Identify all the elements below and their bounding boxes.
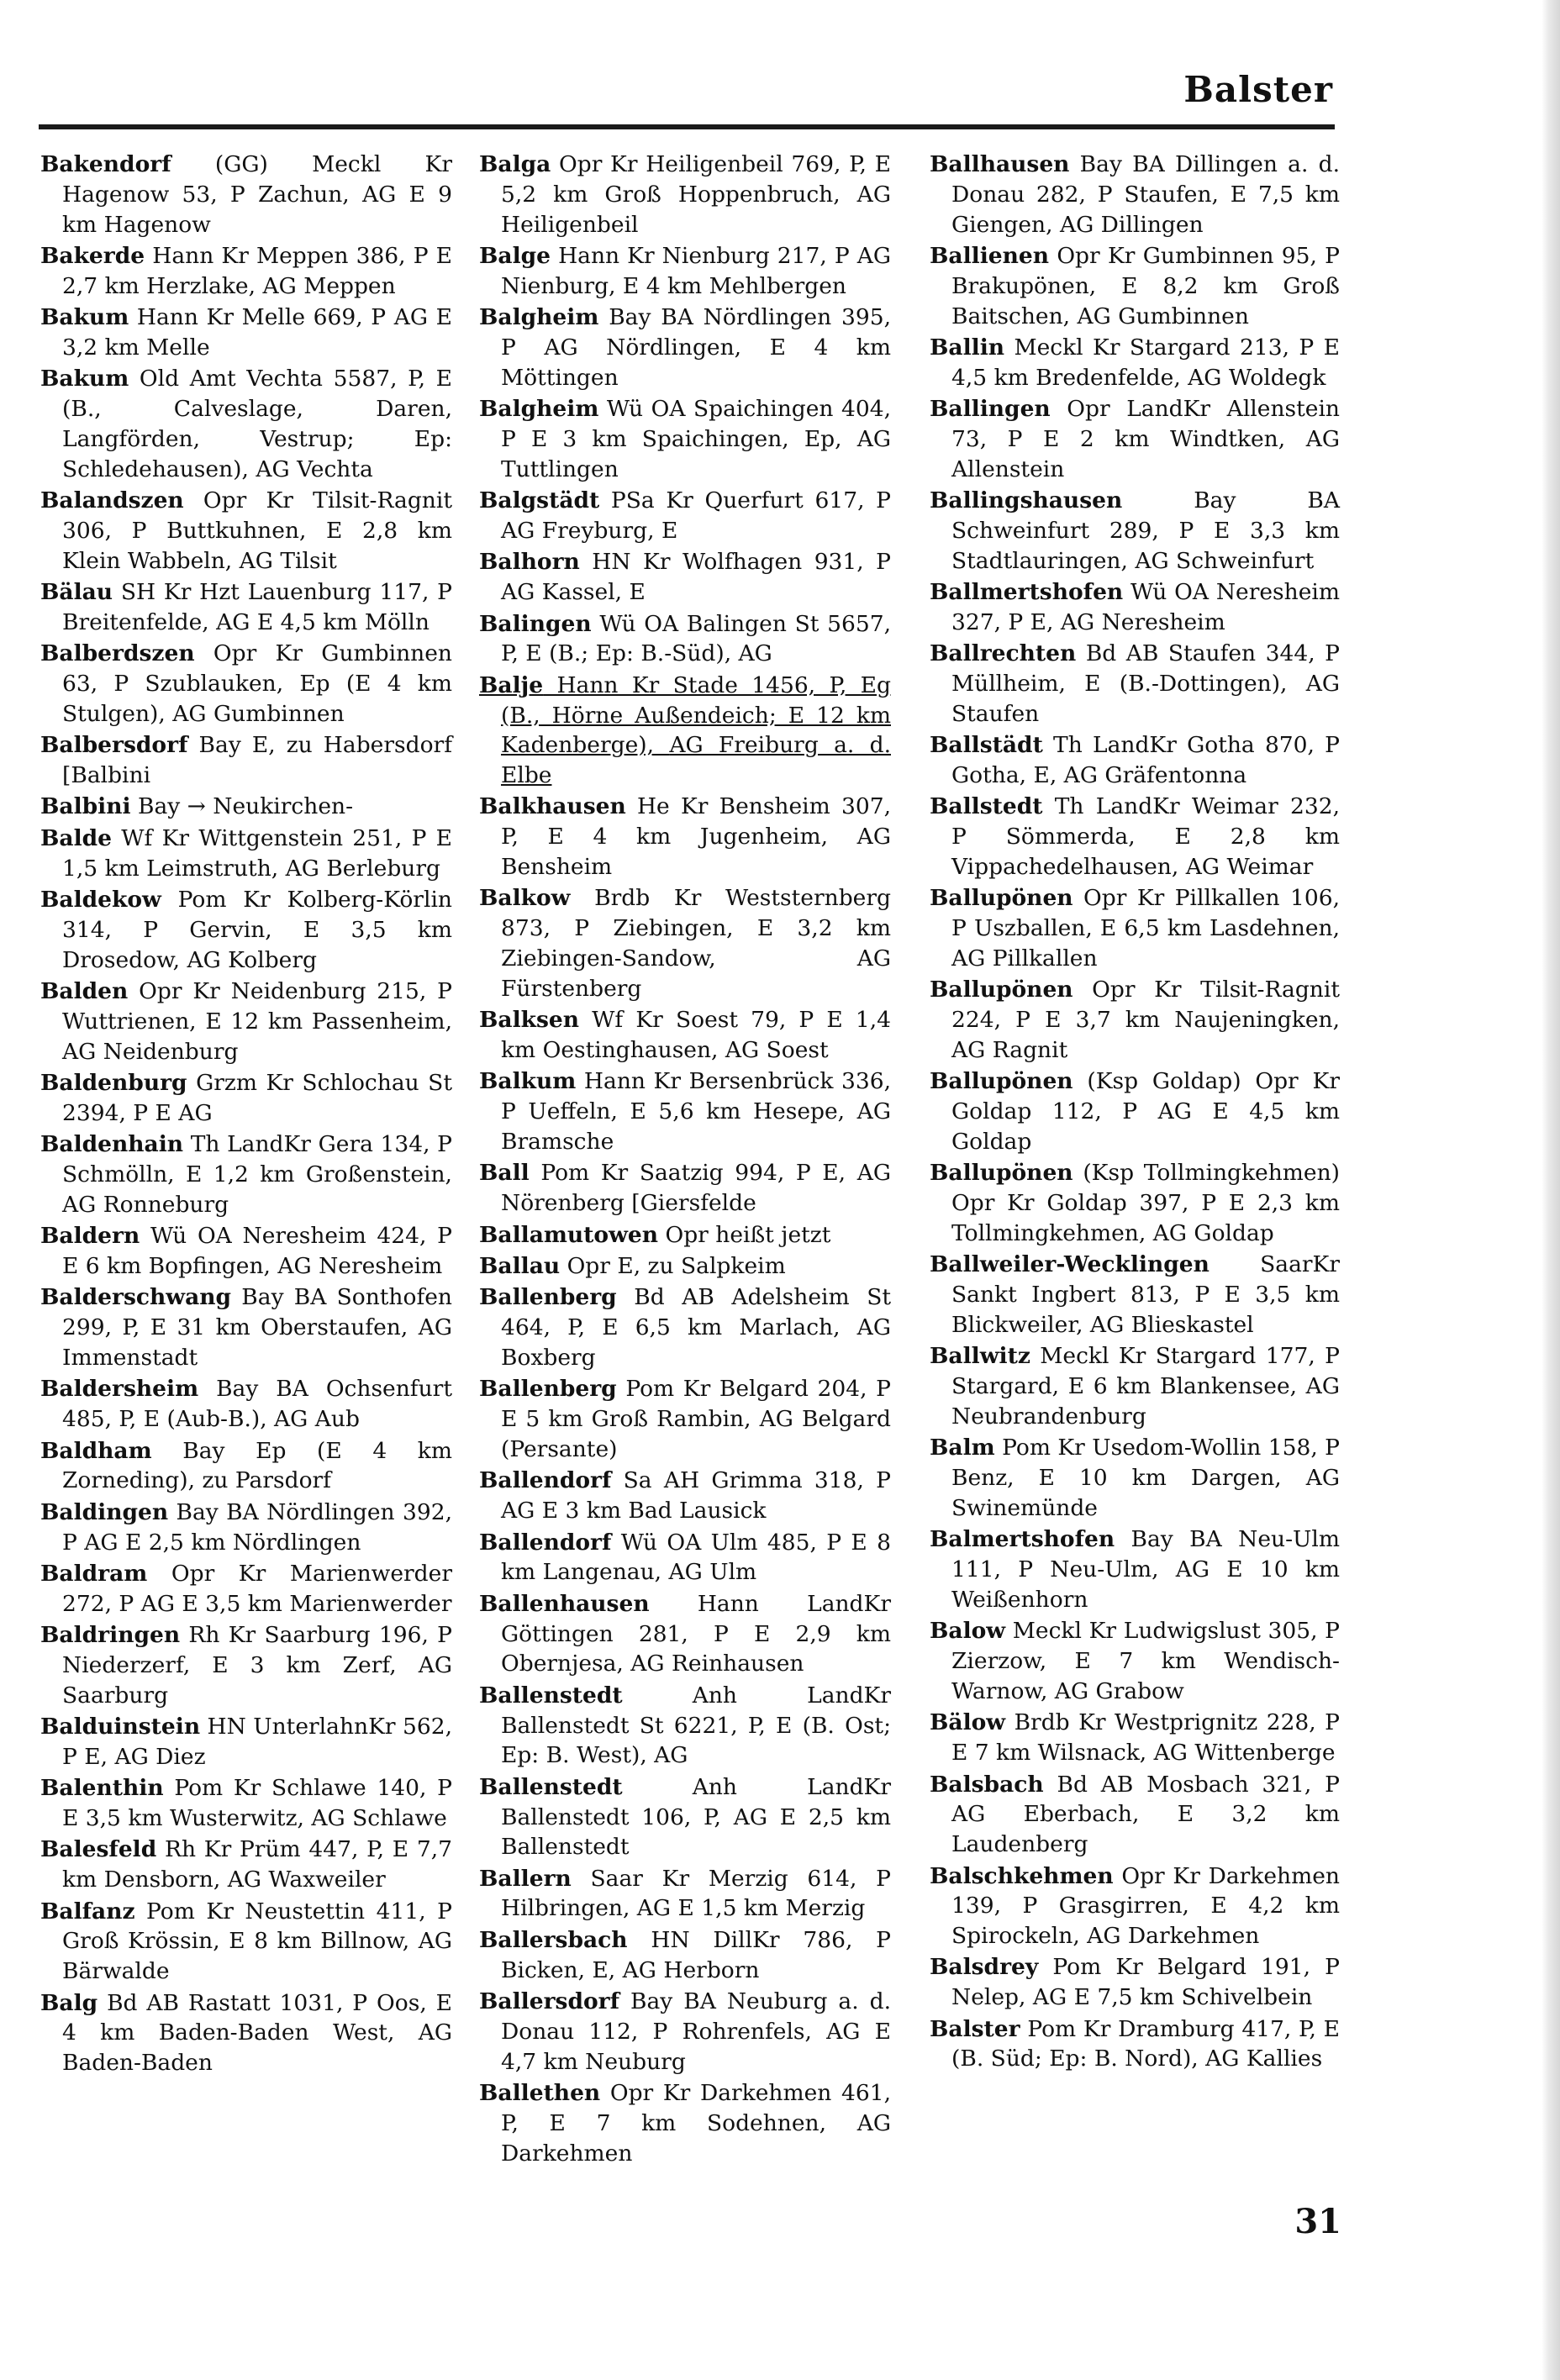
entry-headword: Baldringen — [40, 1622, 181, 1649]
column-3 — [930, 150, 1340, 2076]
gazetteer-entry — [479, 1925, 891, 1986]
entry-text: Bay BA Nördlingen 395, P AG Nördlingen, E 4 km Möttingen — [501, 304, 891, 391]
entry-text: Th LandKr Gera 134, P Schmölln, E 1,2 km Großenstein, AG Ronneburg — [62, 1131, 452, 1218]
entry-headword: Balden — [40, 978, 129, 1005]
entry-text: Bd AB Mosbach 321, P AG Eberbach, E 3,2 km Laudenberg — [951, 1771, 1340, 1858]
gazetteer-entry — [479, 1528, 891, 1588]
entry-headword: Ballau — [479, 1253, 561, 1279]
entry-headword: Ballhausen — [930, 151, 1070, 177]
entry-headword: Ballienen — [930, 242, 1050, 269]
gazetteer-entry — [40, 1068, 452, 1129]
gazetteer-entry — [40, 1129, 452, 1219]
entry-text: HN DillKr 786, P Bicken, E, AG Herborn — [501, 1926, 891, 1983]
entry-text: Opr Kr Darkehmen 139, P Grasgirren, E 4,2 km Spirockeln, AG Darkehmen — [951, 1862, 1340, 1950]
entry-text: Meckl Kr Stargard 177, P Stargard, E 6 km Blankensee, AG Neubrandenburg — [951, 1343, 1340, 1430]
gazetteer-entry — [930, 1861, 1340, 1951]
entry-headword: Ballin — [930, 334, 1005, 361]
entry-headword: Ballern — [479, 1865, 572, 1892]
entry-text: Wü OA Balingen St 5657, P, E (B.; Ep: B.-Süd), AG — [501, 610, 891, 667]
gazetteer-entry — [479, 1864, 891, 1925]
entry-text: Grzm Kr Schlochau St 2394, P E AG — [62, 1070, 452, 1126]
entry-text: (Ksp Goldap) Opr Kr Goldap 112, P AG E 4,5 km Goldap — [951, 1068, 1340, 1156]
header-rule — [39, 124, 1335, 129]
entry-headword: Balge — [479, 242, 551, 269]
entry-text: Bay E, zu Habersdorf [Balbini — [62, 732, 452, 789]
entry-text: Hann Kr Meppen 386, P E 2,7 km Herzlake, AG Meppen — [62, 242, 452, 299]
entry-headword: Ballersdorf — [479, 1988, 620, 2015]
entry-headword: Baldekow — [40, 887, 161, 914]
gazetteer-entry — [40, 639, 452, 729]
gazetteer-entry — [930, 1341, 1340, 1431]
gazetteer-entry — [40, 1988, 452, 2078]
entry-text: Meckl Kr Stargard 213, P E 4,5 km Bredenfelde, AG Woldegk — [951, 334, 1340, 391]
gazetteer-entry — [479, 883, 891, 1003]
entry-text: Pom Kr Neustettin 411, P Groß Krössin, E 8 km Billnow, AG Bärwalde — [62, 1898, 452, 1985]
gazetteer-entry — [40, 577, 452, 638]
gazetteer-entry — [40, 1897, 452, 1987]
gazetteer-entry — [479, 1772, 891, 1862]
gazetteer-entry — [930, 486, 1340, 576]
entry-headword: Balg — [40, 1989, 98, 2016]
entry-headword: Ballrechten — [930, 640, 1077, 667]
entry-text: Bay BA Schweinfurt 289, P E 3,3 km Stadtlauringen, AG Schweinfurt — [951, 487, 1340, 574]
column-1 — [40, 150, 452, 2080]
running-head: Balster — [1183, 69, 1333, 110]
entry-text: Rh Kr Saarburg 196, P Niederzerf, E 3 km Zerf, AG Saarburg — [62, 1622, 452, 1709]
gazetteer-entry — [930, 394, 1340, 484]
gazetteer-entry — [40, 1835, 452, 1895]
gazetteer-entry — [40, 792, 452, 822]
entry-headword: Ballupönen — [930, 885, 1073, 912]
entry-headword: Ballendorf — [479, 1529, 612, 1556]
entry-headword: Ballmertshofen — [930, 579, 1124, 606]
entry-headword: Baldenhain — [40, 1131, 184, 1158]
entry-text: Pom Kr Belgard 204, P E 5 km Groß Rambin, AG Belgard (Persante) — [501, 1376, 891, 1462]
entry-text: Sa AH Grimma 318, P AG E 3 km Bad Lausick — [501, 1467, 891, 1524]
gazetteer-entry — [930, 1952, 1340, 2013]
entry-headword: Ballenstedt — [479, 1682, 623, 1709]
entry-text: Bd AB Staufen 344, P Müllheim, E (B.-Dottingen), AG Staufen — [951, 640, 1340, 727]
entry-text: Bd AB Adelsheim St 464, P, E 6,5 km Marlach, AG Boxberg — [501, 1284, 891, 1371]
gazetteer-entry — [40, 486, 452, 576]
entry-text: Pom Kr Usedom-Wollin 158, P Benz, E 10 km Dargen, AG Swinemünde — [951, 1435, 1340, 1521]
gazetteer-entry — [930, 1616, 1340, 1706]
entry-text: Anh LandKr Ballenstedt 106, P, AG E 2,5 km Ballenstedt — [501, 1773, 891, 1861]
gazetteer-entry — [40, 303, 452, 363]
entry-headword: Ballupönen — [930, 1160, 1073, 1187]
entry-headword: Balkow — [479, 885, 571, 912]
gazetteer-entry — [479, 1251, 891, 1282]
gazetteer-entry — [930, 150, 1340, 240]
entry-text: SH Kr Hzt Lauenburg 117, P Breitenfelde, AG E 4,5 km Mölln — [62, 579, 452, 635]
gazetteer-entry — [40, 730, 452, 791]
entry-text: PSa Kr Querfurt 617, P AG Freyburg, E — [501, 487, 891, 544]
gazetteer-entry — [930, 333, 1340, 393]
entry-headword: Ballenberg — [479, 1284, 617, 1311]
gazetteer-entry — [930, 792, 1340, 882]
entry-headword: Balga — [479, 151, 551, 177]
entry-headword: Balschkehmen — [930, 1862, 1114, 1889]
entry-text: SaarKr Sankt Ingbert 813, P E 3,5 km Blickweiler, AG Blieskastel — [951, 1251, 1340, 1338]
entry-text: Bd AB Rastatt 1031, P Oos, E 4 km Baden-Baden West, AG Baden-Baden — [62, 1989, 452, 2077]
gazetteer-entry — [40, 241, 452, 302]
gazetteer-entry — [40, 1436, 452, 1497]
entry-headword: Baldham — [40, 1437, 152, 1464]
entry-headword: Balingen — [479, 610, 592, 637]
entry-text: Bay BA Neu-Ulm 111, P Neu-Ulm, AG E 10 km Weißenhorn — [951, 1526, 1340, 1613]
entry-headword: Balberdszen — [40, 640, 195, 667]
entry-headword: Bälow — [930, 1709, 1006, 1736]
entry-headword: Bälau — [40, 579, 113, 606]
entry-text: Opr Kr Tilsit-Ragnit 224, P E 3,7 km Naujeningken, AG Ragnit — [951, 977, 1340, 1064]
gazetteer-entry — [930, 975, 1340, 1065]
entry-text: Bay BA Nördlingen 392, P AG E 2,5 km Nördlingen — [62, 1498, 452, 1556]
entry-headword: Balgheim — [479, 304, 599, 331]
entry-text: Hann Kr Stade 1456, P, Eg (B., Hörne Außendeich; E 12 km Kadenberge), — [501, 671, 891, 759]
entry-text: Wü OA Neresheim 327, P E, AG Neresheim — [951, 579, 1340, 635]
gazetteer-entry — [479, 241, 891, 302]
gazetteer-entry — [40, 1559, 452, 1619]
gazetteer-entry — [479, 792, 891, 882]
entry-headword: Balandszen — [40, 487, 184, 514]
entry-text: Opr Kr Gumbinnen 95, P Brakupönen, E 8,2 km Groß Baitschen, AG Gumbinnen — [951, 242, 1340, 329]
entry-headword: Balkum — [479, 1068, 577, 1095]
entry-text: Th LandKr Weimar 232, P Sömmerda, E 2,8 km Vippachedelhausen, AG Weimar — [951, 793, 1340, 881]
entry-text: Th LandKr Gotha 870, P Gotha, E, AG Gräfentonna — [951, 732, 1340, 789]
entry-headword: Ballamutowen — [479, 1221, 659, 1248]
entry-text: Hann LandKr Göttingen 281, P E 2,9 km Obernjesa, AG Reinhausen — [501, 1590, 891, 1677]
entry-headword: Balduinstein — [40, 1714, 201, 1740]
entry-text: Opr LandKr Allenstein 73, P E 2 km Windtken, AG Allenstein — [951, 396, 1340, 482]
gazetteer-entry — [40, 885, 452, 975]
gazetteer-entry — [930, 577, 1340, 638]
entry-headword: Ballupönen — [930, 1068, 1073, 1095]
gazetteer-entry — [479, 1374, 891, 1464]
gazetteer-entry — [479, 1681, 891, 1771]
entry-text: Pom Kr Belgard 191, P Nelep, AG E 7,5 km Schivelbein — [951, 1954, 1340, 2011]
entry-text: Wü OA Spaichingen 404, P E 3 km Spaichingen, Ep, AG Tuttlingen — [501, 396, 891, 482]
entry-text: Wü OA Neresheim 424, P E 6 km Bopfingen, AG Neresheim — [62, 1223, 452, 1279]
entry-headword: Balesfeld — [40, 1836, 157, 1863]
gazetteer-entry — [479, 1005, 891, 1066]
entry-headword: Ballingen — [930, 396, 1051, 423]
entry-headword: Balgheim — [479, 396, 599, 423]
entry-headword: Balkhausen — [479, 793, 626, 820]
entry-headword: Ballweiler-Wecklingen — [930, 1251, 1210, 1278]
entry-headword: Balhorn — [479, 549, 580, 576]
gazetteer-entry — [479, 671, 891, 791]
entry-headword: Ballenstedt — [479, 1773, 623, 1800]
gazetteer-entry — [930, 1708, 1340, 1768]
entry-text: Hann Kr Melle 669, P AG E 3,2 km Melle — [62, 304, 452, 361]
entry-headword: Ballethen — [479, 2080, 601, 2107]
entry-headword: Ballenhausen — [479, 1590, 650, 1617]
entry-headword: Ballendorf — [479, 1467, 612, 1494]
entry-text: Wf Kr Soest 79, P E 1,4 km Oestinghausen, AG Soest — [501, 1007, 891, 1064]
entry-headword: Baldingen — [40, 1498, 169, 1525]
gazetteer-entry — [40, 364, 452, 484]
entry-text: Brdb Kr Weststernberg 873, P Ziebingen, E 3,2 km Ziebingen-Sandow, AG Fürstenberg — [501, 885, 891, 1002]
gazetteer-entry — [930, 1433, 1340, 1523]
entry-text: Anh LandKr Ballenstedt St 6221, P, E (B. Ost; Ep: B. West), AG — [501, 1682, 891, 1769]
entry-headword: Balsdrey — [930, 1954, 1039, 1981]
entry-headword: Baldersheim — [40, 1376, 199, 1403]
entry-text: Wü OA Ulm 485, P E 8 km Langenau, AG Ulm — [501, 1529, 891, 1586]
gazetteer-entry — [40, 1221, 452, 1282]
entry-text: Bay BA Sonthofen 299, P, E 31 km Oberstaufen, AG Immenstadt — [62, 1284, 452, 1371]
gazetteer-entry — [479, 547, 891, 608]
entry-text: Pom Kr Kolberg-Körlin 314, P Gervin, E 3,5 km Drosedow, AG Kolberg — [62, 887, 452, 973]
gazetteer-entry — [479, 609, 891, 670]
gazetteer-entry — [930, 730, 1340, 791]
gazetteer-entry — [479, 1220, 891, 1251]
entry-text: Bay Ep (E 4 km Zorneding), zu Parsdorf — [62, 1437, 452, 1494]
entry-text: (Ksp Tollmingkehmen) Opr Kr Goldap 397, P E 2,3 km Tollmingkehmen, AG Goldap — [951, 1160, 1340, 1247]
entry-headword: Balsbach — [930, 1771, 1044, 1798]
entry-text: Opr Kr Marienwerder 272, P AG E 3,5 km Marienwerder — [62, 1560, 452, 1617]
gazetteer-entry — [479, 486, 891, 546]
entry-text: Opr Kr Gumbinnen 63, P Szublauken, Ep (E 4 km Stulgen), AG Gumbinnen — [62, 640, 452, 727]
entry-text: Opr Kr Darkehmen 461, P, E 7 km Sodehnen, AG Darkehmen — [501, 2080, 891, 2167]
gazetteer-entry — [930, 1524, 1340, 1614]
page-edge-shadow — [1542, 0, 1560, 2380]
entry-text: Bay BA Ochsenfurt 485, P, E (Aub-B.), AG Aub — [62, 1376, 452, 1433]
entry-text: Bay BA Neuburg a. d. Donau 112, P Rohrenfels, AG E 4,7 km Neuburg — [501, 1988, 891, 2075]
gazetteer-entry — [930, 883, 1340, 973]
gazetteer-entry — [40, 1374, 452, 1435]
entry-headword: Balksen — [479, 1007, 580, 1034]
entry-headword: Balfanz — [40, 1898, 135, 1925]
column-2 — [479, 150, 891, 2170]
gazetteer-entry — [479, 394, 891, 484]
entry-text: Opr Kr Neidenburg 215, P Wuttrienen, E 12 km Passenheim, AG Neidenburg — [62, 978, 452, 1065]
entry-text: Bay BA Dillingen a. d. Donau 282, P Staufen, E 7,5 km Giengen, AG Dillingen — [951, 151, 1340, 238]
entry-headword: Baldenburg — [40, 1070, 187, 1097]
gazetteer-entry — [479, 303, 891, 392]
gazetteer-entry — [479, 1282, 891, 1372]
entry-headword: Balje — [479, 671, 544, 698]
gazetteer-entry — [930, 241, 1340, 331]
entry-headword: Ballenberg — [479, 1376, 617, 1403]
entry-headword: Balster — [930, 2015, 1020, 2042]
gazetteer-entry — [40, 1620, 452, 1710]
entry-headword: Ballwitz — [930, 1343, 1030, 1370]
gazetteer-entry — [40, 1712, 452, 1772]
entry-text: Opr E, zu Salpkeim — [560, 1253, 786, 1279]
entry-headword: Balmertshofen — [930, 1526, 1115, 1553]
entry-headword: Ball — [479, 1160, 530, 1187]
entry-text: Hann Kr Nienburg 217, P AG Nienburg, E 4 km Mehlbergen — [501, 242, 891, 299]
entry-text: HN Kr Wolfhagen 931, P AG Kassel, E — [501, 549, 891, 606]
gazetteer-entry — [479, 1158, 891, 1219]
gazetteer-entry — [930, 1250, 1340, 1340]
entry-headword: Balow — [930, 1618, 1006, 1645]
gazetteer-entry — [479, 2078, 891, 2168]
entry-text: Saar Kr Merzig 614, P Hilbringen, AG E 1,5 km Merzig — [501, 1865, 891, 1922]
gazetteer-entry — [930, 1770, 1340, 1860]
entry-headword: Baldern — [40, 1223, 140, 1250]
entry-text: Wf Kr Wittgenstein 251, P E 1,5 km Leimstruth, AG Berleburg — [62, 824, 452, 882]
gazetteer-entry — [40, 977, 452, 1066]
entry-text: He Kr Bensheim 307, P, E 4 km Jugenheim, AG Bensheim — [501, 793, 891, 881]
entry-headword: Balbini — [40, 793, 131, 820]
page-number: 31 — [1294, 2202, 1341, 2241]
entry-text-underlined: AG Freiburg a. d. Elbe — [501, 732, 891, 789]
entry-headword: Bakum — [40, 304, 129, 331]
entry-text: HN UnterlahnKr 562, P E, AG Diez — [62, 1714, 452, 1770]
entry-text: Opr heißt jetzt — [658, 1221, 831, 1248]
entry-text: Brdb Kr Westprignitz 228, P E 7 km Wilsnack, AG Wittenberge — [951, 1709, 1340, 1767]
entry-text: Opr Kr Pillkallen 106, P Uszballen, E 6,5 km Lasdehnen, AG Pillkallen — [951, 885, 1340, 972]
entry-headword: Ballstedt — [930, 793, 1043, 820]
gazetteer-entry — [479, 1066, 891, 1156]
gazetteer-entry — [479, 1466, 891, 1526]
gazetteer-entry — [40, 824, 452, 884]
entry-headword: Balde — [40, 824, 113, 851]
gazetteer-entry — [479, 150, 891, 240]
gazetteer-entry — [40, 150, 452, 240]
gazetteer-entry — [40, 1773, 452, 1834]
gazetteer-entry — [930, 1158, 1340, 1248]
entry-text: Pom Kr Dramburg 417, P, E (B. Süd; Ep: B. Nord), AG Kallies — [951, 2015, 1340, 2072]
entry-text: Pom Kr Schlawe 140, P E 3,5 km Wusterwitz, AG Schlawe — [62, 1775, 452, 1832]
entry-text: Opr Kr Tilsit-Ragnit 306, P Buttkuhnen, E 2,8 km Klein Wabbeln, AG Tilsit — [62, 487, 452, 574]
entry-headword: Balm — [930, 1435, 995, 1461]
entry-headword: Balbersdorf — [40, 732, 188, 759]
entry-text: Meckl Kr Ludwigslust 305, P Zierzow, E 7 km Wendisch-Warnow, AG Grabow — [951, 1618, 1340, 1704]
entry-text: Rh Kr Prüm 447, P, E 7,7 km Densborn, AG Waxweiler — [62, 1836, 452, 1893]
entry-text: Hann Kr Bersenbrück 336, P Ueffeln, E 5,6 km Hesepe, AG Bramsche — [501, 1068, 891, 1156]
entry-text: Old Amt Vechta 5587, P, E (B., Calveslage, Daren, Langförden, Vestrup; Ep: Schledehausen), AG Vechta — [62, 366, 452, 482]
entry-headword: Balenthin — [40, 1775, 164, 1802]
gazetteer-entry — [930, 1066, 1340, 1156]
gazetteer-entry — [40, 1498, 452, 1558]
entry-headword: Ballstädt — [930, 732, 1043, 759]
entry-headword: Bakendorf — [40, 151, 171, 177]
entry-headword: Baldram — [40, 1560, 148, 1587]
entry-headword: Ballingshausen — [930, 487, 1123, 514]
gazetteer-entry — [930, 2014, 1340, 2075]
entry-headword: Bakerde — [40, 242, 145, 269]
gazetteer-entry — [479, 1589, 891, 1679]
gazetteer-entry — [930, 639, 1340, 729]
entry-text: Bay → Neukirchen- — [130, 793, 354, 820]
entry-text: (GG) Meckl Kr Hagenow 53, P Zachun, AG E 9 km Hagenow — [62, 151, 452, 238]
entry-headword: Ballersbach — [479, 1926, 628, 1953]
entry-text: Opr Kr Heiligenbeil 769, P, E 5,2 km Groß Hoppenbruch, AG Heiligenbeil — [501, 151, 891, 238]
entry-headword: Balderschwang — [40, 1284, 232, 1311]
entry-headword: Balgstädt — [479, 487, 600, 514]
gazetteer-entry — [479, 1987, 891, 2077]
entry-headword: Ballupönen — [930, 977, 1073, 1003]
entry-headword: Bakum — [40, 366, 129, 392]
entry-text: Pom Kr Saatzig 994, P E, AG Nörenberg [Giersfelde — [501, 1160, 891, 1217]
gazetteer-entry — [40, 1282, 452, 1372]
